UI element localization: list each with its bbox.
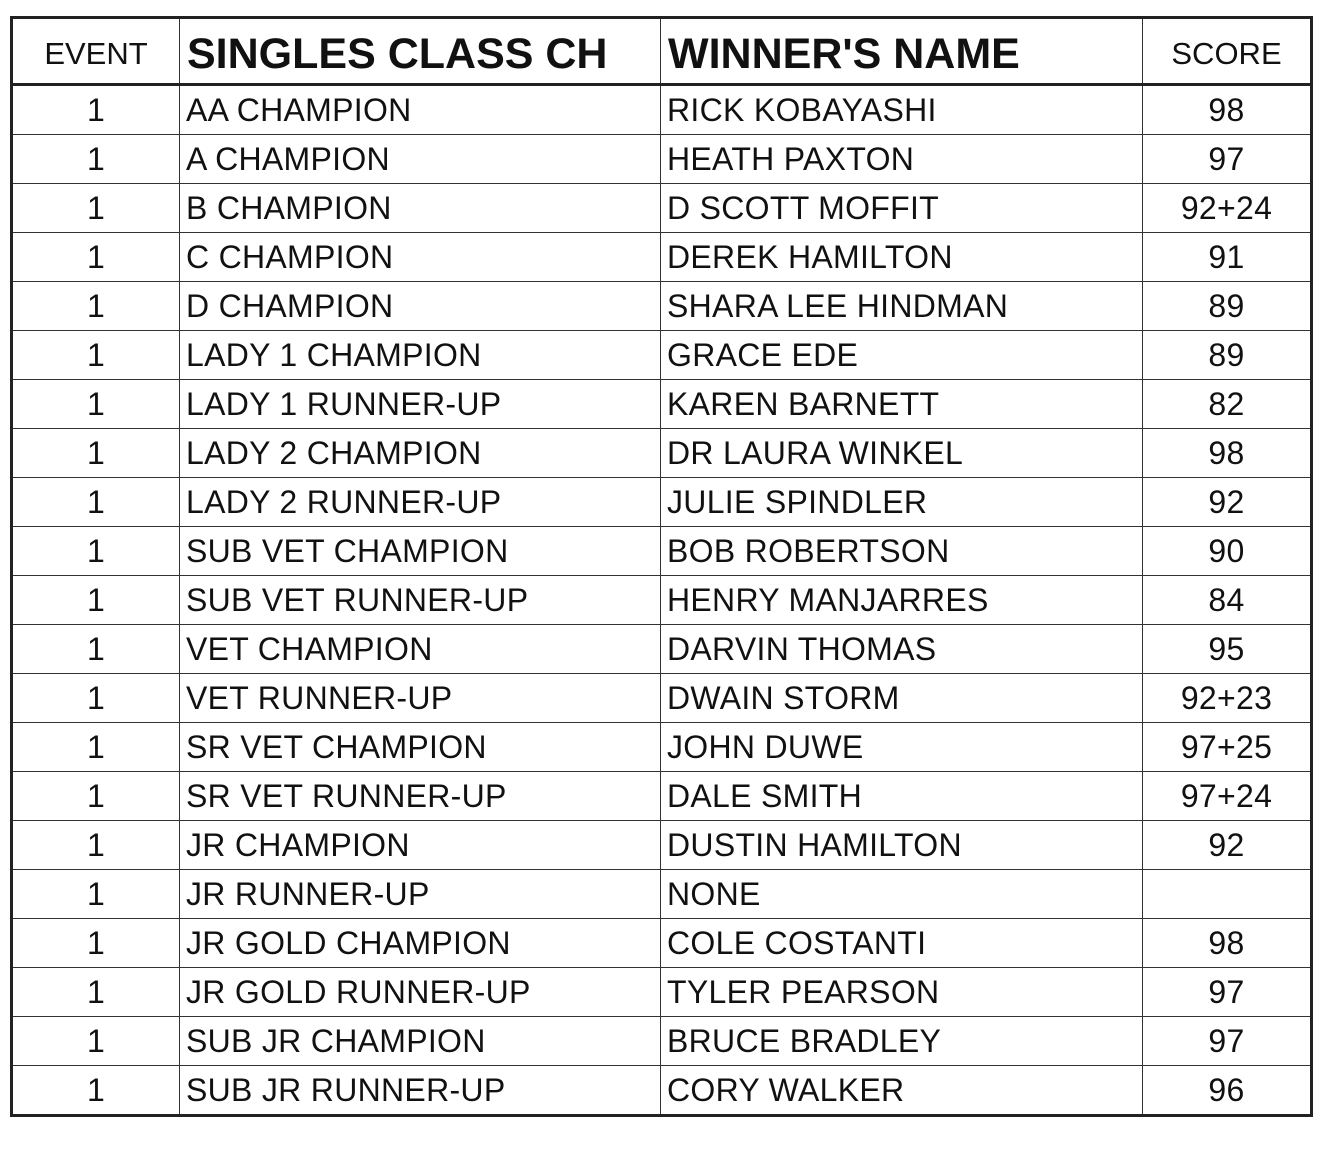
class-cell: VET CHAMPION	[180, 625, 661, 674]
score-cell: 89	[1143, 282, 1312, 331]
table-row	[12, 380, 1312, 429]
winner-name-cell: CORY WALKER	[661, 1066, 1143, 1116]
score-cell: 98	[1143, 429, 1312, 478]
event-cell: 1	[12, 576, 180, 625]
table-row	[12, 919, 1312, 968]
table-row	[12, 233, 1312, 282]
score-cell: 97+25	[1143, 723, 1312, 772]
winner-name-cell: NONE	[661, 870, 1143, 919]
score-cell: 92	[1143, 821, 1312, 870]
winner-name-cell: BRUCE BRADLEY	[661, 1017, 1143, 1066]
table-row	[12, 772, 1312, 821]
score-cell: 92	[1143, 478, 1312, 527]
score-cell	[1143, 870, 1312, 919]
winner-name-cell: JULIE SPINDLER	[661, 478, 1143, 527]
class-cell: JR CHAMPION	[180, 821, 661, 870]
score-cell: 89	[1143, 331, 1312, 380]
table-row	[12, 331, 1312, 380]
event-cell: 1	[12, 625, 180, 674]
table-body	[12, 85, 1312, 1116]
event-cell: 1	[12, 135, 180, 184]
score-cell: 92+24	[1143, 184, 1312, 233]
event-cell: 1	[12, 1066, 180, 1116]
winner-name-cell: HEATH PAXTON	[661, 135, 1143, 184]
winner-name-cell: HENRY MANJARRES	[661, 576, 1143, 625]
event-cell: 1	[12, 429, 180, 478]
table-row	[12, 1066, 1312, 1116]
winner-name-cell: SHARA LEE HINDMAN	[661, 282, 1143, 331]
table-row	[12, 1017, 1312, 1066]
event-cell: 1	[12, 233, 180, 282]
event-cell: 1	[12, 919, 180, 968]
table-row	[12, 478, 1312, 527]
class-cell: JR GOLD CHAMPION	[180, 919, 661, 968]
winner-name-cell: BOB ROBERTSON	[661, 527, 1143, 576]
class-cell: AA CHAMPION	[180, 85, 661, 135]
winner-name-cell: DALE SMITH	[661, 772, 1143, 821]
class-cell: B CHAMPION	[180, 184, 661, 233]
table-row	[12, 870, 1312, 919]
table-row	[12, 576, 1312, 625]
score-cell: 96	[1143, 1066, 1312, 1116]
event-cell: 1	[12, 968, 180, 1017]
class-cell: LADY 1 CHAMPION	[180, 331, 661, 380]
event-cell: 1	[12, 1017, 180, 1066]
score-cell: 82	[1143, 380, 1312, 429]
winner-name-cell: DR LAURA WINKEL	[661, 429, 1143, 478]
class-cell: A CHAMPION	[180, 135, 661, 184]
score-cell: 95	[1143, 625, 1312, 674]
event-cell: 1	[12, 478, 180, 527]
table-row	[12, 135, 1312, 184]
class-cell: SUB JR CHAMPION	[180, 1017, 661, 1066]
table-row	[12, 184, 1312, 233]
table-row	[12, 85, 1312, 135]
class-cell: SUB JR RUNNER-UP	[180, 1066, 661, 1116]
score-column-header: SCORE	[1143, 18, 1312, 85]
score-cell: 90	[1143, 527, 1312, 576]
score-cell: 84	[1143, 576, 1312, 625]
class-cell: JR RUNNER-UP	[180, 870, 661, 919]
score-cell: 98	[1143, 85, 1312, 135]
table-header	[12, 18, 1312, 85]
winner-name-cell: DARVIN THOMAS	[661, 625, 1143, 674]
score-cell: 97+24	[1143, 772, 1312, 821]
class-cell: C CHAMPION	[180, 233, 661, 282]
header-row	[12, 18, 1312, 85]
results-table	[10, 16, 1313, 1117]
event-cell: 1	[12, 870, 180, 919]
class-cell: SUB VET CHAMPION	[180, 527, 661, 576]
winner-name-cell: COLE COSTANTI	[661, 919, 1143, 968]
score-cell: 98	[1143, 919, 1312, 968]
table-row	[12, 527, 1312, 576]
event-cell: 1	[12, 380, 180, 429]
table-row	[12, 625, 1312, 674]
winner-name-cell: RICK KOBAYASHI	[661, 85, 1143, 135]
event-cell: 1	[12, 85, 180, 135]
winner-name-cell: D SCOTT MOFFIT	[661, 184, 1143, 233]
event-cell: 1	[12, 674, 180, 723]
winner-name-column-header: WINNER'S NAME	[661, 18, 1143, 85]
class-cell: VET RUNNER-UP	[180, 674, 661, 723]
table-row	[12, 674, 1312, 723]
class-cell: D CHAMPION	[180, 282, 661, 331]
score-cell: 91	[1143, 233, 1312, 282]
class-cell: JR GOLD RUNNER-UP	[180, 968, 661, 1017]
class-cell: LADY 2 RUNNER-UP	[180, 478, 661, 527]
score-cell: 97	[1143, 1017, 1312, 1066]
winner-name-cell: DEREK HAMILTON	[661, 233, 1143, 282]
class-cell: LADY 1 RUNNER-UP	[180, 380, 661, 429]
class-cell: SUB VET RUNNER-UP	[180, 576, 661, 625]
event-cell: 1	[12, 821, 180, 870]
score-cell: 97	[1143, 968, 1312, 1017]
class-cell: LADY 2 CHAMPION	[180, 429, 661, 478]
score-cell: 97	[1143, 135, 1312, 184]
event-cell: 1	[12, 184, 180, 233]
table-row	[12, 821, 1312, 870]
winner-name-cell: KAREN BARNETT	[661, 380, 1143, 429]
event-cell: 1	[12, 282, 180, 331]
winner-name-cell: JOHN DUWE	[661, 723, 1143, 772]
class-cell: SR VET CHAMPION	[180, 723, 661, 772]
event-cell: 1	[12, 331, 180, 380]
winner-name-cell: TYLER PEARSON	[661, 968, 1143, 1017]
table-row	[12, 429, 1312, 478]
event-cell: 1	[12, 772, 180, 821]
event-column-header: EVENT	[12, 18, 180, 85]
score-cell: 92+23	[1143, 674, 1312, 723]
class-column-header: SINGLES CLASS CH	[180, 18, 661, 85]
table-row	[12, 968, 1312, 1017]
table-row	[12, 282, 1312, 331]
winner-name-cell: GRACE EDE	[661, 331, 1143, 380]
event-cell: 1	[12, 723, 180, 772]
winner-name-cell: DWAIN STORM	[661, 674, 1143, 723]
event-cell: 1	[12, 527, 180, 576]
winner-name-cell: DUSTIN HAMILTON	[661, 821, 1143, 870]
class-cell: SR VET RUNNER-UP	[180, 772, 661, 821]
table-row	[12, 723, 1312, 772]
